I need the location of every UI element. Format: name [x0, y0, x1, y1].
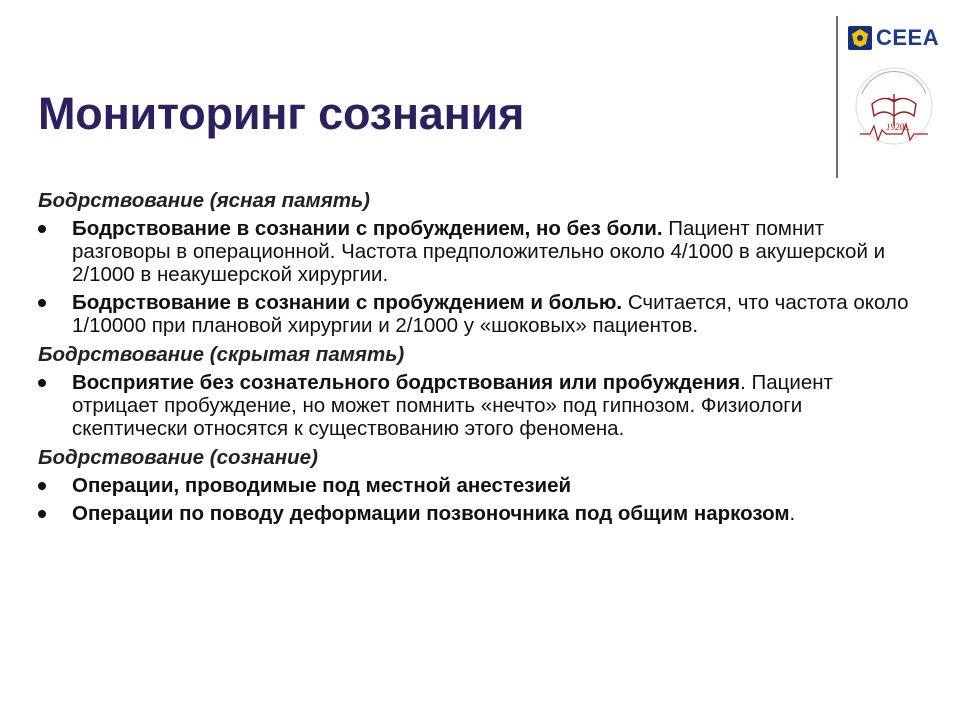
item-text: . Пациент отрицает пробуждение, но может помнить «нечто» под гипнозом. Физиологи скептически относятся к существованию этого феномена. — [72, 371, 833, 440]
section-title: Бодрствование (ясная память) — [38, 189, 371, 212]
list-item — [38, 371, 918, 440]
section-title: Бодрствование (скрытая память) — [38, 343, 405, 366]
bullet-icon — [38, 482, 46, 490]
seal-year: 1920г. — [886, 122, 910, 132]
item-text: Считается, что частота около 1/10000 при плановой хирургии и 2/1000 у «шоковых» пациентов. — [72, 291, 909, 337]
item-bold-text: Бодрствование в сознании с пробуждением, но без боли. — [72, 217, 663, 240]
item-bold-text: Операции по поводу деформации позвоночника под общим наркозом — [72, 502, 790, 525]
bullet-icon — [38, 225, 46, 233]
bullet-icon — [38, 379, 46, 387]
list-item — [38, 502, 918, 525]
list-item — [38, 474, 918, 497]
list-item — [38, 217, 918, 286]
item-bold-text: Операции, проводимые под местной анестезией — [72, 474, 572, 497]
section-title: Бодрствование (сознание) — [38, 446, 318, 469]
item-bold-text: Восприятие без сознательного бодрствования или пробуждения — [72, 371, 741, 394]
ceea-emblem-icon — [848, 26, 872, 50]
list-item — [38, 291, 918, 337]
slide-content — [38, 183, 918, 525]
ceea-logo-text: CEEA — [876, 25, 940, 50]
item-text: Пациент помнит разговоры в операционной. Частота предположительно около 4/1000 в акушерской и 2/1000 в неакушерской хирургии. — [72, 217, 886, 286]
bullet-icon — [38, 510, 46, 518]
bullet-icon — [38, 299, 46, 307]
university-seal — [852, 64, 936, 148]
page-title: Мониторинг сознания — [38, 88, 525, 139]
item-text: . — [789, 502, 796, 525]
ceea-logo — [848, 26, 939, 50]
item-bold-text: Бодрствование в сознании с пробуждением и болью. — [72, 291, 623, 314]
header-divider — [836, 16, 838, 178]
